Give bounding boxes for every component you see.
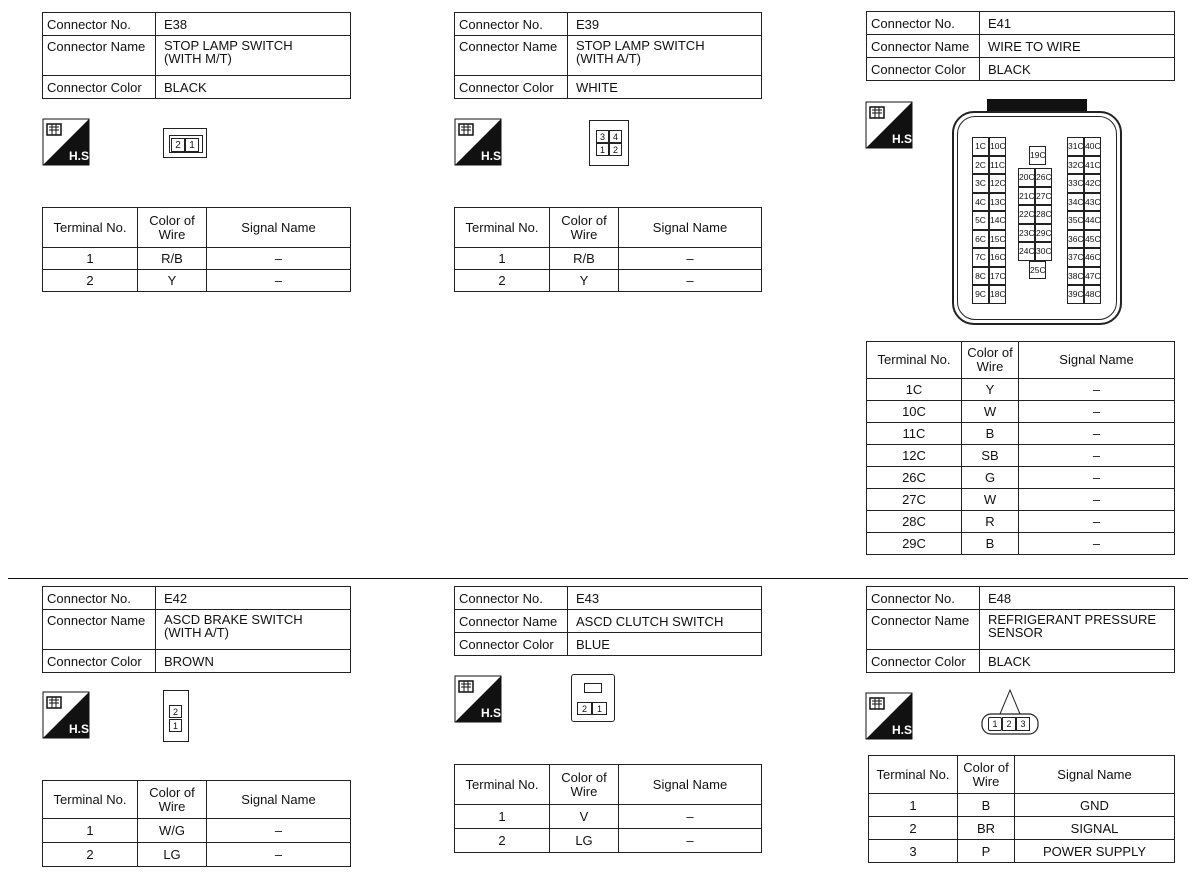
pin-label: 26C <box>1035 168 1052 187</box>
connector-e41-block <box>866 11 1175 81</box>
terminal-table-e41: Terminal No. Color of Wire Signal Name 1C Y – 10C W – 11C B – 12C SB – 26C G – 27C W – 28C R – 29C B – <box>866 341 1175 555</box>
table-row: 1 R/B – <box>455 248 762 270</box>
pin-label: 21C <box>1018 187 1035 206</box>
pin-label: 24C <box>1018 242 1035 261</box>
hs-harness-side-icon <box>866 693 916 739</box>
table-row: 1 W/G – <box>43 819 351 843</box>
connector-name-value: STOP LAMP SWITCH (WITH A/T) <box>568 36 762 76</box>
table-row: 2 BR SIGNAL <box>869 817 1175 840</box>
terminal-table-e39: Terminal No. Color of Wire Signal Name 1 R/B – 2 Y – <box>454 207 762 292</box>
pin-label: 28C <box>1035 205 1052 224</box>
pin-label: 8C <box>972 267 989 286</box>
connector-no-value: E39 <box>568 13 762 36</box>
pin-label: 48C <box>1084 285 1101 304</box>
svg-text:H.S.: H.S. <box>892 723 916 737</box>
pin-label: 20C <box>1018 168 1035 187</box>
connector-no-value: E38 <box>156 13 351 36</box>
table-row: 10C W – <box>867 401 1175 423</box>
svg-text:H.S.: H.S. <box>892 132 916 146</box>
table-row: 3 P POWER SUPPLY <box>869 840 1175 863</box>
pin-label: 44C <box>1084 211 1101 230</box>
table-row: 28C R – <box>867 511 1175 533</box>
pin-label: 19C <box>1029 146 1046 165</box>
pin-label: 11C <box>989 156 1006 175</box>
pin-label: 39C <box>1067 285 1084 304</box>
table-row: 29C B – <box>867 533 1175 555</box>
section-divider <box>8 578 1188 579</box>
connector-color-value: WHITE <box>568 76 762 99</box>
svg-text:H.S.: H.S. <box>69 149 93 163</box>
pin-label: 29C <box>1035 224 1052 243</box>
pin-label: 42C <box>1084 174 1101 193</box>
connector-header-table: Connector No. E41 Connector Name WIRE TO WIRE Connector Color BLACK <box>866 11 1175 81</box>
table-row: 11C B – <box>867 423 1175 445</box>
table-row: 1 R/B – <box>43 248 351 270</box>
terminal-table-e38 <box>42 207 351 292</box>
th-color-of-wire: Color of Wire <box>138 208 207 248</box>
table-row: 1C Y – <box>867 379 1175 401</box>
pin-label: 18C <box>989 285 1006 304</box>
pin-label: 32C <box>1067 156 1084 175</box>
svg-text:H.S.: H.S. <box>481 149 505 163</box>
th-signal-name: Signal Name <box>207 208 351 248</box>
connector-e42-face-icon: 2 1 <box>163 690 189 742</box>
pin-label: 45C <box>1084 230 1101 249</box>
connector-e42-block <box>42 586 351 673</box>
connector-e41-face-icon <box>952 99 1124 327</box>
pin-label: 12C <box>989 174 1006 193</box>
label-connector-name: Connector Name <box>43 36 156 76</box>
pin-label: 2 <box>171 138 185 152</box>
connector-header-table <box>42 12 351 99</box>
pin-label: 38C <box>1067 267 1084 286</box>
connector-header-table: Connector No. E42 Connector Name ASCD BRAKE SWITCH (WITH A/T) Connector Color BROWN <box>42 586 351 673</box>
pin-label: 10C <box>989 137 1006 156</box>
connector-header-table <box>454 12 762 99</box>
pin-label: 3C <box>972 174 989 193</box>
table-row: 26C G – <box>867 467 1175 489</box>
hs-harness-side-icon <box>43 692 93 738</box>
table-row: 1 V – <box>455 805 762 829</box>
terminal-table-e42: Terminal No. Color of Wire Signal Name 1 W/G – 2 LG – <box>42 780 351 867</box>
hs-harness-side-icon <box>43 119 93 165</box>
connector-name-value: STOP LAMP SWITCH (WITH M/T) <box>156 36 351 76</box>
pin-label: 14C <box>989 211 1006 230</box>
pin-label: 40C <box>1084 137 1101 156</box>
connector-e38-face-icon <box>163 128 207 158</box>
pin-label: 25C <box>1029 261 1046 280</box>
pin-label: 1 <box>185 138 199 152</box>
connector-color-value: BLACK <box>156 76 351 99</box>
pin-label: 43C <box>1084 193 1101 212</box>
pin-label: 27C <box>1035 187 1052 206</box>
pin-label: 33C <box>1067 174 1084 193</box>
connector-e48-face-icon: 1 2 3 <box>978 686 1042 738</box>
hs-harness-side-icon <box>455 676 505 722</box>
connector-e39-block <box>454 12 762 99</box>
pin-label: 30C <box>1035 242 1052 261</box>
pin-label: 35C <box>1067 211 1084 230</box>
connector-e38-block <box>42 12 351 99</box>
connector-e48-block <box>866 586 1175 673</box>
table-row: 2 Y – <box>43 270 351 292</box>
table-row: 2 LG – <box>43 843 351 867</box>
label-connector-color: Connector Color <box>455 76 568 99</box>
hs-harness-side-icon <box>455 119 505 165</box>
terminal-table-e48: Terminal No. Color of Wire Signal Name 1 B GND 2 BR SIGNAL 3 P POWER SUPPLY <box>868 755 1175 863</box>
pin-label: 13C <box>989 193 1006 212</box>
table-row: 2 Y – <box>455 270 762 292</box>
svg-text:H.S.: H.S. <box>481 706 505 720</box>
pin-label: 6C <box>972 230 989 249</box>
pin-label: 5C <box>972 211 989 230</box>
pin-label: 36C <box>1067 230 1084 249</box>
pin-label: 9C <box>972 285 989 304</box>
pin-label: 34C <box>1067 193 1084 212</box>
table-row: 2 LG – <box>455 829 762 853</box>
table-row: 1 B GND <box>869 794 1175 817</box>
pin-label: 15C <box>989 230 1006 249</box>
pin-label: 1C <box>972 137 989 156</box>
pin-label: 31C <box>1067 137 1084 156</box>
label-connector-color: Connector Color <box>43 76 156 99</box>
pin-label: 16C <box>989 248 1006 267</box>
label-connector-no: Connector No. <box>455 13 568 36</box>
table-row: 27C W – <box>867 489 1175 511</box>
terminal-table-e43: Terminal No. Color of Wire Signal Name 1 V – 2 LG – <box>454 764 762 853</box>
connector-header-table: Connector No. E48 Connector Name REFRIGERANT PRESSURE SENSOR Connector Color BLACK <box>866 586 1175 673</box>
label-connector-no: Connector No. <box>43 13 156 36</box>
pin-label: 4C <box>972 193 989 212</box>
label-connector-name: Connector Name <box>455 36 568 76</box>
connector-header-table: Connector No. E43 Connector Name ASCD CLUTCH SWITCH Connector Color BLUE <box>454 586 762 656</box>
table-row: 12C SB – <box>867 445 1175 467</box>
pin-label: 47C <box>1084 267 1101 286</box>
th-terminal-no: Terminal No. <box>43 208 138 248</box>
connector-e43-block <box>454 586 762 656</box>
pin-label: 17C <box>989 267 1006 286</box>
pin-label: 37C <box>1067 248 1084 267</box>
pin-label: 46C <box>1084 248 1101 267</box>
pin-label: 23C <box>1018 224 1035 243</box>
pin-label: 2C <box>972 156 989 175</box>
svg-text:H.S.: H.S. <box>69 722 93 736</box>
pin-label: 41C <box>1084 156 1101 175</box>
pin-label: 7C <box>972 248 989 267</box>
connector-e43-face-icon: 2 1 <box>571 674 615 722</box>
hs-harness-side-icon <box>866 102 916 148</box>
pin-label: 22C <box>1018 205 1035 224</box>
connector-e39-face-icon: 3 4 1 2 <box>589 120 629 166</box>
